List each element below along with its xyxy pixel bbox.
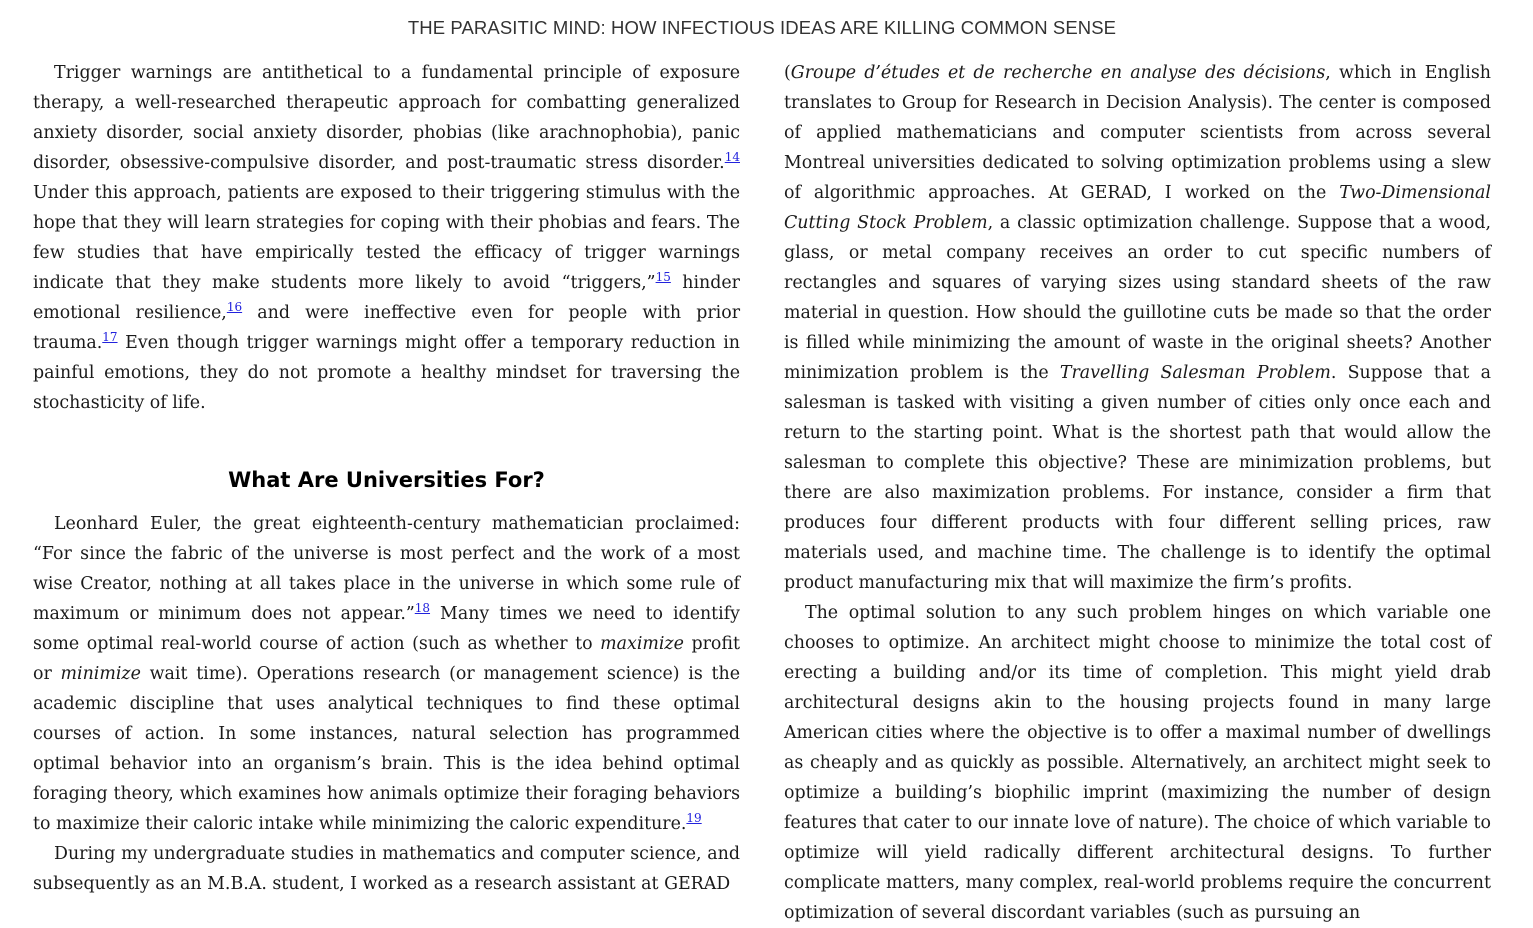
- text-run: Trigger warnings are antithetical to a fundamental principle of exposure therapy, a well-researched therapeutic approach for combatting generalized anxiety disorder, social anxiety disorder, phobias (like arachnophobia), panic disorder, obsessive-compulsive disorder, and post-traumatic stress disorder.: [33, 63, 740, 173]
- footnote-link-16[interactable]: 16: [226, 300, 243, 314]
- left-column: [33, 58, 740, 899]
- emphasis-gerad-name: Groupe d’études et de recherche en analyse des décisions: [790, 63, 1326, 83]
- text-run: profit or: [33, 634, 740, 684]
- text-run: and were ineffective even for people with prior trauma.: [33, 303, 741, 353]
- footnote-ref-19[interactable]: [686, 811, 701, 825]
- text-run: Under this approach, patients are exposed to their triggering stimulus with the hope that they will learn strategies for coping with their phobias and fears. The few studies that have empirically tested the efficacy of trigger warnings indicate that they make students more likely to avoid “triggers,”: [33, 183, 740, 293]
- text-run: hinder emotional resilience,: [33, 273, 740, 323]
- footnote-link-18[interactable]: 18: [414, 601, 431, 615]
- footnote-ref-18[interactable]: [415, 601, 430, 615]
- right-column: [784, 58, 1491, 928]
- section-heading: What Are Universities For?: [228, 468, 545, 492]
- emphasis-cutting-stock: Two-Dimensional Cutting Stock Problem: [784, 183, 1491, 233]
- paragraph-gerad: [784, 58, 1491, 598]
- text-run: The optimal solution to any such problem hinges on which variable one chooses to optimize. An architect might choose to minimize the total cost of erecting a building and/or its time of completion. This might yield drab architectural designs akin to the housing projects found in many large American cities where the objective is to offer a maximal number of dwellings as cheaply and as quickly as possible. Alternatively, an architect might seek to optimize a building’s biophilic imprint (maximizing the number of design features that cater to our innate love of nature). The choice of which variable to optimize will yield radically different architectural designs. To further complicate matters, many complex, real-world problems require the concurrent optimization of several discordant variables (such as pursuing an: [784, 603, 1491, 923]
- emphasis-minimize: minimize: [60, 664, 141, 684]
- footnote-link-19[interactable]: 19: [686, 811, 702, 825]
- text-run: , which in English translates to Group for Research in Decision Analysis). The center is composed of applied mathematicians and computer scientists from across several Montreal universities dedicated to solving optimization problems using a slew of algorithmic approaches. At GERAD, I worked on the: [784, 63, 1491, 203]
- footnote-link-15[interactable]: 15: [655, 270, 671, 284]
- footnote-ref-16[interactable]: [227, 300, 242, 314]
- emphasis-maximize: maximize: [600, 634, 684, 654]
- paragraph-trigger-warnings: [33, 58, 740, 418]
- text-run: wait time). Operations research (or management science) is the academic discipline that uses analytical techniques to find these optimal courses of action. In some instances, natural selection has programmed optimal behavior into an organism’s brain. This is the idea behind optimal foraging theory, which examines how animals optimize their foraging behaviors to maximize their caloric intake while minimizing the caloric expenditure.: [33, 664, 741, 834]
- text-run: Even though trigger warnings might offer a temporary reduction in painful emotions, they do not promote a healthy mindset for traversing the stochasticity of life.: [33, 333, 740, 413]
- footnote-link-14[interactable]: 14: [724, 150, 740, 164]
- paragraph-optimal-solution: [784, 598, 1491, 928]
- footnote-ref-15[interactable]: [656, 270, 671, 284]
- text-run: (: [784, 63, 791, 83]
- text-run: . Suppose that a salesman is tasked with visiting a given number of cities only once each and return to the starting point. What is the shortest path that would allow the salesman to complete this objective? These are minimization problems, but there are also maximization problems. For instance, consider a firm that produces four different products with four different selling prices, raw materials used, and machine time. The challenge is to identify the optimal product manufacturing mix that will maximize the firm’s profits.: [784, 363, 1492, 593]
- paragraph-euler: [33, 509, 740, 839]
- emphasis-travelling-salesman: Travelling Salesman Problem: [1059, 363, 1331, 383]
- footnote-ref-14[interactable]: [725, 150, 740, 164]
- footnote-ref-17[interactable]: [102, 330, 117, 344]
- paragraph-undergraduate: [33, 839, 740, 899]
- text-run: Many times we need to identify some optimal real-world course of action (such as whether to: [33, 604, 740, 654]
- text-run: During my undergraduate studies in mathematics and computer science, and subsequently as an M.B.A. student, I worked as a research assistant at GERAD: [33, 844, 740, 894]
- footnote-link-17[interactable]: 17: [102, 330, 118, 344]
- text-run: , a classic optimization challenge. Suppose that a wood, glass, or metal company receives an order to cut specific numbers of rectangles and squares of varying sizes using standard sheets of the raw material in question. How should the guillotine cuts be made so that the order is filled while minimizing the amount of waste in the original sheets? Another minimization problem is the: [784, 213, 1491, 383]
- running-head: THE PARASITIC MIND: HOW INFECTIOUS IDEAS ARE KILLING COMMON SENSE: [407, 17, 1117, 38]
- text-run: Leonhard Euler, the great eighteenth-century mathematician proclaimed: “For since the fabric of the universe is most perfect and the work of a most wise Creator, nothing at all takes place in the universe in which some rule of maximum or minimum does not appear.”: [33, 514, 740, 624]
